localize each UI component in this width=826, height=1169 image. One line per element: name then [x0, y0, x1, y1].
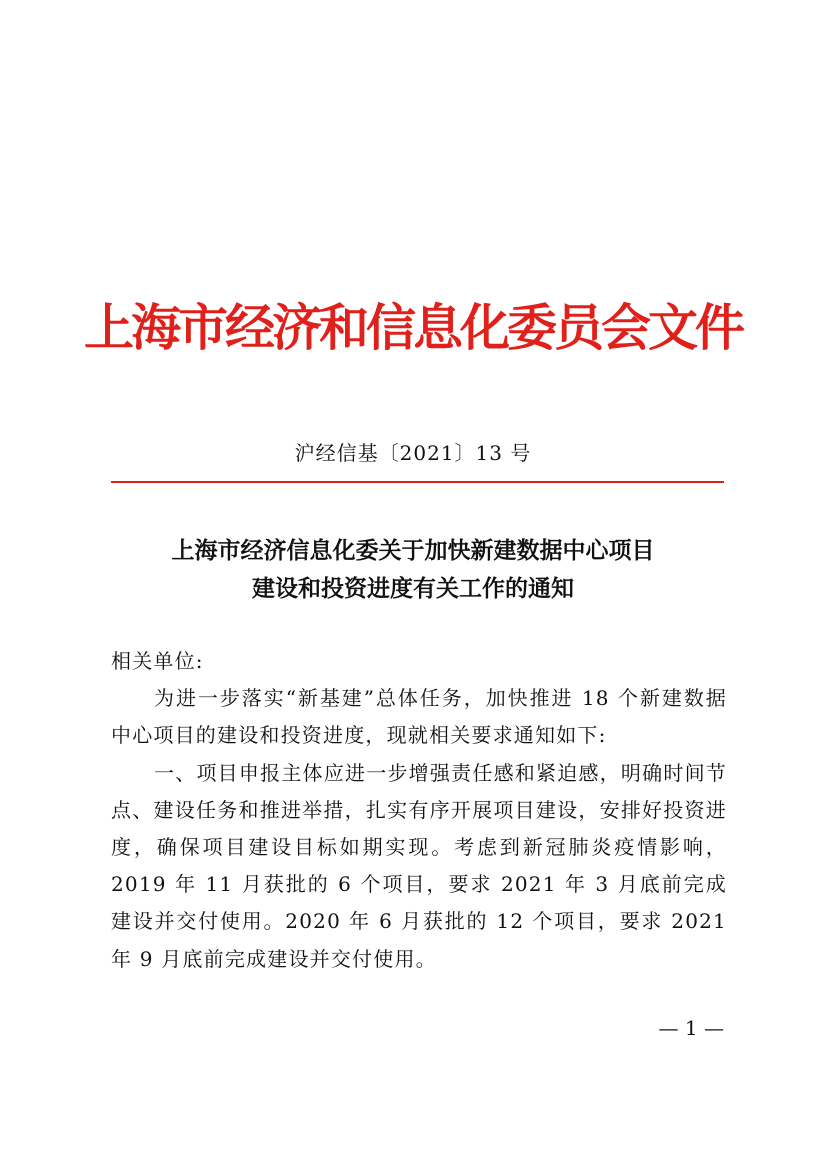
salutation: 相关单位: — [111, 649, 204, 673]
issuer-header-title: 上海市经济和信息化委员会文件 — [84, 298, 742, 357]
page-number: — 1 — — [658, 1016, 724, 1040]
document-number: 沪经信基〔2021〕13 号 — [294, 441, 532, 465]
body-paragraph-1: 为进一步落实“新基建”总体任务，加快推进 18 个新建数据中心项目的建设和投资进度，现就相关要求通知如下: — [111, 686, 727, 748]
red-separator-line — [111, 481, 724, 483]
notice-body — [111, 643, 727, 978]
body-paragraph-2: 一、项目申报主体应进一步增强责任感和紧迫感，明确时间节点、建设任务和推进举措，扎实有序开展项目建设，安排好投资进度，确保项目建设目标如期实现。考虑到新冠肺炎疫情影响，2019 年 11 月获批的 6 个项目，要求 2021 年 3 月底前完成建设并交付使用。2020 年 6 月获批的 12 个项目，要求 2021 年 9 月底前完成建设并交付使用。 — [111, 760, 727, 971]
notice-title — [0, 532, 826, 608]
notice-title-line-2: 建设和投资进度有关工作的通知 — [252, 575, 574, 602]
notice-title-line-1: 上海市经济信息化委关于加快新建数据中心项目 — [171, 537, 655, 564]
